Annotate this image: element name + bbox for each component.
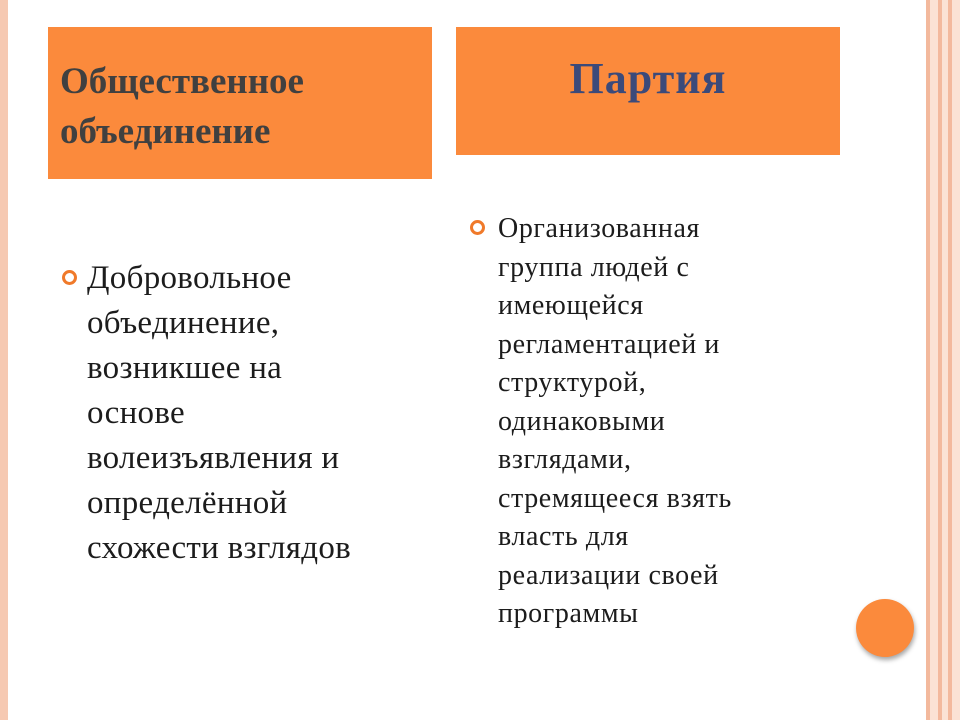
text-line: взглядами, (498, 444, 632, 475)
text-line: реализации своей (498, 559, 719, 591)
slide-nav-circle-button[interactable] (856, 599, 914, 657)
right-stripes-decoration (918, 0, 960, 720)
text-line: волеизъявления и (87, 440, 340, 476)
text-line: структурой, (498, 367, 647, 398)
text-line: возникшее на (87, 350, 283, 386)
definition-public-association (62, 256, 412, 571)
header-line: объединение (60, 111, 271, 152)
definition-text (498, 210, 810, 634)
text-line: схожести взглядов (87, 530, 352, 566)
definition-text (87, 256, 412, 571)
text-line: имеющейся (498, 290, 644, 321)
text-line: программы (498, 598, 639, 629)
header-public-association (48, 27, 432, 179)
text-line: власть для (498, 521, 629, 552)
text-line: стремящееся взять (498, 482, 732, 514)
text-line: Организованная (498, 213, 700, 244)
definition-party (470, 210, 810, 634)
text-line: регламентацией и (498, 328, 720, 360)
header-party (456, 27, 840, 155)
text-line: одинаковыми (498, 405, 666, 437)
left-border-decoration (0, 0, 8, 720)
bullet-circle-icon (470, 220, 485, 235)
text-line: группа людей с (498, 251, 690, 283)
text-line: основе (87, 395, 185, 431)
header-title: Партия (569, 54, 727, 103)
header-line: Общественное (60, 61, 304, 102)
text-line: объединение, (87, 305, 280, 341)
bullet-circle-icon (62, 270, 77, 285)
text-line: определённой (87, 485, 288, 521)
text-line: Добровольное (87, 260, 292, 296)
